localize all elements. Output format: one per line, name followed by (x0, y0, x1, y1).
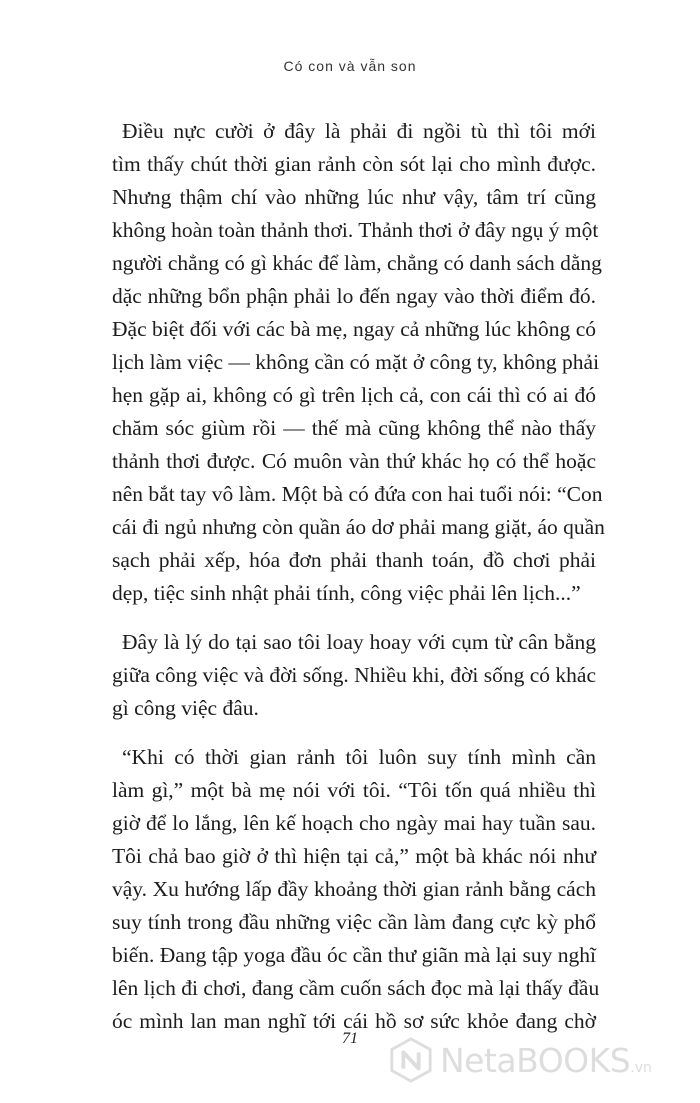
paragraph-gap (112, 610, 596, 626)
text-line: không hoàn toàn thảnh thơi. Thảnh thơi ở đây ngụ ý một (112, 218, 599, 242)
text-line: giờ để lo lắng, lên kế hoạch cho ngày mai hay tuần sau. (112, 811, 596, 835)
paragraph (112, 115, 605, 610)
watermark-text (440, 1041, 652, 1080)
neta-logo-icon (388, 1037, 434, 1083)
text-line: làm gì,” một bà mẹ nói với tôi. “Tôi tốn quá nhiều thì (112, 778, 596, 802)
text-line: gì công việc đâu. (112, 696, 259, 720)
text-line: biến. Đang tập yoga đầu óc cần thư giãn mà lại suy nghĩ (112, 943, 596, 967)
text-line: Nhưng thậm chí vào những lúc như vậy, tâm trí cũng (112, 185, 596, 209)
paragraph (112, 741, 600, 1038)
text-line: vậy. Xu hướng lấp đầy khoảng thời gian rảnh bằng cách (112, 877, 596, 901)
running-header: Có con và vẫn son (283, 58, 417, 74)
text-line: cái đi ngủ nhưng còn quần áo dơ phải mang giặt, áo quần (112, 515, 605, 539)
watermark (388, 1036, 700, 1084)
text-line: tìm thấy chút thời gian rảnh còn sót lại cho mình được. (112, 152, 596, 176)
text-line: Đây là lý do tại sao tôi loay hoay với cụm từ cân bằng (122, 630, 596, 654)
text-line: thảnh thơi được. Có muôn vàn thứ khác họ có thể hoặc (112, 449, 596, 473)
text-line: người chẳng có gì khác để làm, chẳng có danh sách dằng (112, 251, 602, 275)
page-number: 71 (342, 1030, 358, 1047)
text-line: Điều nực cười ở đây là phải đi ngồi tù thì tôi mới (122, 119, 596, 143)
watermark-brand: NetaBOOKS (440, 1040, 631, 1080)
text-line: dặc những bổn phận phải lo đến ngay vào thời điểm đó. (112, 284, 596, 308)
text-line: hẹn gặp ai, không có gì trên lịch cả, con cái thì có ai đó (112, 383, 596, 407)
text-line: lên lịch đi chơi, đang cầm cuốn sách đọc mà lại thấy đầu (112, 976, 600, 1000)
watermark-domain: .vn (630, 1059, 652, 1076)
text-line: giữa công việc và đời sống. Nhiều khi, đời sống có khác (112, 663, 597, 687)
text-line: óc mình lan man nghĩ tới cái hồ sơ sức khỏe đang chờ (112, 1009, 596, 1033)
text-line: dẹp, tiệc sinh nhật phải tính, công việc phải lên lịch...” (112, 581, 581, 605)
paragraph-gap (112, 725, 596, 741)
text-line: “Khi có thời gian rảnh tôi luôn suy tính mình cần (122, 745, 596, 769)
paragraph (112, 626, 596, 725)
body-text (112, 115, 605, 1038)
text-line: chăm sóc giùm rồi — thế mà cũng không thể nào thấy (112, 416, 596, 440)
text-line: sạch phải xếp, hóa đơn phải thanh toán, đồ chơi phải (112, 548, 596, 572)
text-line: Tôi chả bao giờ ở thì hiện tại cả,” một bà khác nói như (112, 844, 596, 868)
text-line: suy tính trong đầu những việc cần làm đang cực kỳ phổ (112, 910, 596, 934)
text-line: Đặc biệt đối với các bà mẹ, ngay cả những lúc không có (112, 317, 596, 341)
text-line: lịch làm việc — không cần có mặt ở công ty, không phải (112, 350, 600, 374)
text-line: nên bắt tay vô làm. Một bà có đứa con hai tuổi nói: “Con (112, 482, 603, 506)
